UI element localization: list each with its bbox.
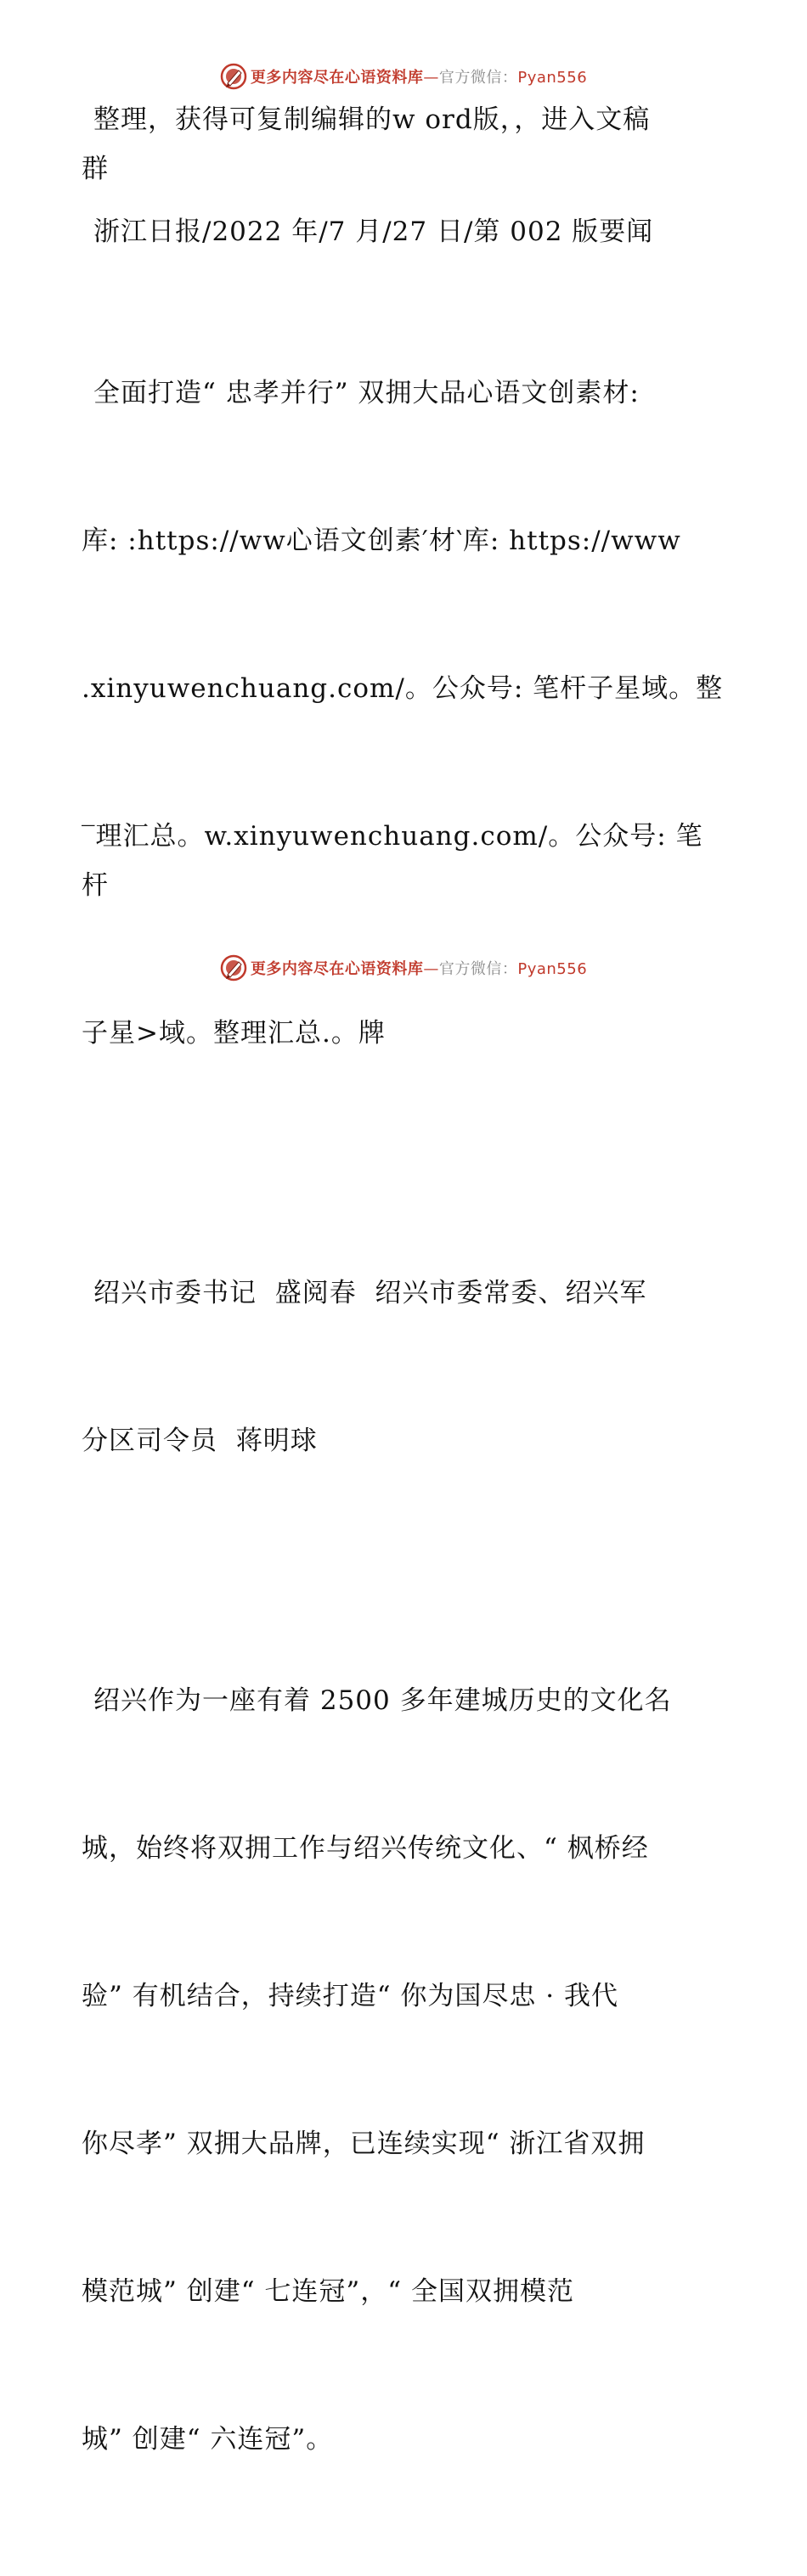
body-line-4: 你尽孝” 双拥大品牌，已连续实现“ 浙江省双拥 — [82, 2129, 646, 2159]
banner-dash: — — [423, 69, 439, 87]
byline-line-2: 分区司令员 蒋明球 — [82, 1426, 318, 1456]
banner-official-label: 官方微信： — [438, 69, 518, 87]
body-line-6: 城” 创建“ 六连冠”。 — [82, 2424, 334, 2455]
headline-line-3: .xinyuwenchuang.com/。公众号: 笔杆子星域。整 — [82, 673, 724, 704]
source-line — [82, 207, 727, 256]
footer-banner — [0, 951, 807, 985]
headline-line-1: 全面打造“ 忠孝并行” 双拥大品心语文创素材: — [93, 378, 640, 408]
intro-paragraph — [82, 95, 727, 144]
body-paragraph — [82, 1578, 727, 2562]
banner-wechat-handle: Pyan556 — [517, 69, 588, 87]
body-line-1: 绍兴作为一座有着 2500 多年建城历史的文化名 — [93, 1685, 672, 1716]
footer-wechat-handle: Pyan556 — [517, 960, 588, 978]
byline-paragraph — [82, 1170, 727, 1564]
headline-line-5: 子星>域。整理汇总.。牌 — [82, 1018, 386, 1049]
body-line-5: 模范城” 创建“ 七连冠”，“ 全国双拥模范 — [82, 2276, 574, 2307]
footer-dash: — — [423, 960, 439, 978]
headline-line-4: ‾理汇总。w.xinyuwenchuang.com/。公众号: 笔杆 — [82, 821, 703, 901]
intro-line-1: 整理，获得可复制编辑的w ord版，，进入文稿 — [93, 104, 651, 135]
pen-circle-logo-icon — [220, 63, 247, 90]
pen-circle-logo-icon — [220, 954, 247, 981]
footer-official-label: 官方微信： — [438, 960, 518, 978]
byline-line-1: 绍兴市委书记 盛阅春 绍兴市委常委、绍兴军 — [93, 1278, 647, 1308]
body-line-3: 验” 有机结合，持续打造“ 你为国尽忠 · 我代 — [82, 1981, 618, 2011]
header-banner — [0, 59, 807, 93]
headline-line-2: 库: :https://ww心语文创素′材‵库: https://www — [82, 526, 681, 556]
source-text: 浙江日报/2022 年/7 月/27 日/第 002 版要闻 — [93, 217, 654, 247]
body-line-2: 城，始终将双拥工作与绍兴传统文化、“ 枫桥经 — [82, 1833, 649, 1864]
intro-line-2: 群 — [82, 154, 109, 184]
intro-paragraph-cont — [82, 144, 727, 194]
headline-paragraph — [82, 270, 727, 1156]
banner-promo-text: 更多内容尽在心语资料库 — [250, 69, 424, 87]
footer-promo-text: 更多内容尽在心语资料库 — [250, 960, 424, 978]
document-body — [82, 95, 727, 2576]
